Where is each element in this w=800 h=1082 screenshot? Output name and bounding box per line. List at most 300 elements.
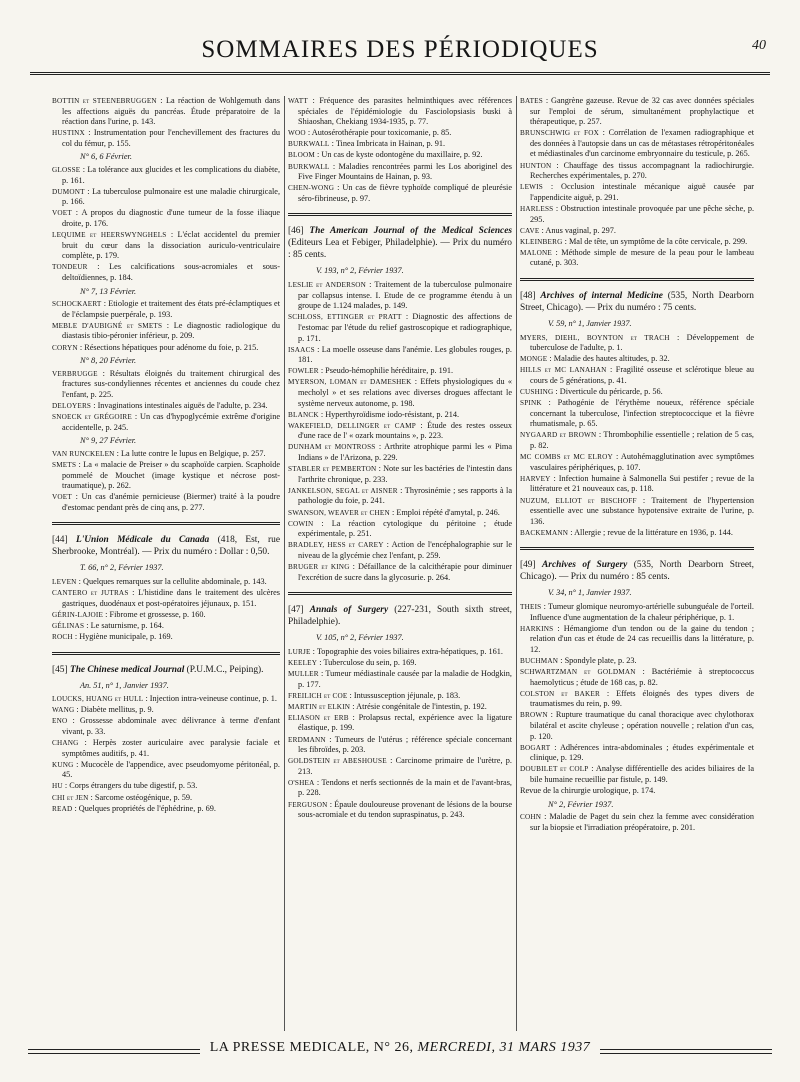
header-rule bbox=[30, 72, 770, 76]
article-title: Topographie des voies biliaires extra-hépatiques, p. 161. bbox=[316, 646, 503, 656]
article-entry: HUNTON : Chauffage des tissus accompagnant la radiochirurgie. Recherches expérimentales, p. 270. bbox=[520, 160, 754, 181]
journal-heading bbox=[52, 664, 280, 676]
article-entry: HARLESS : Obstruction intestinale provoquée par une pêche sèche, p. 295. bbox=[520, 203, 754, 224]
article-title: Occlusion intestinale mécanique aiguë causée par l'appendicite aiguë, p. 291. bbox=[530, 182, 754, 202]
journal-details: (418, Est, rue Sherbrooke, Montréal). — Prix du numéro : Dollar : 0,50. bbox=[52, 535, 280, 558]
article-title: Corps étrangers du tube digestif, p. 53. bbox=[69, 781, 198, 791]
article-title: Épaule douloureuse provenant de lésions de la bourse sous-acromiale et du tendon supraspinatus, p. 243. bbox=[298, 799, 512, 820]
article-author: WATT bbox=[288, 97, 308, 105]
article-title: Autosérothérapie pour toxicomanie, p. 85. bbox=[311, 128, 452, 138]
article-author: CHEN-WONG bbox=[288, 184, 335, 193]
article-title: Action de l'encéphalographie sur le niveau de la glycémie chez l'enfant, p. 259. bbox=[298, 540, 512, 560]
article-title: L'éclat accidentel du premier bruit du cœur dans la dissociation auriculo-ventriculaire complète, p. 179. bbox=[62, 230, 280, 261]
issue-volume: V. 59, n° 1, Janvier 1937. bbox=[548, 319, 632, 328]
section-divider bbox=[288, 213, 512, 216]
article-entry: FOWLER : Pseudo-hémophilie héréditaire, p. 191. bbox=[288, 366, 454, 376]
article-author: VOET bbox=[52, 493, 72, 502]
article-entry: ELIASON et ERB : Prolapsus rectal, expérience avec la ligature élastique, p. 199. bbox=[288, 712, 512, 733]
article-author: READ bbox=[52, 804, 73, 813]
article-entry: CAVE : Anus vaginal, p. 297. bbox=[520, 225, 616, 235]
article-title: Les calcifications sous-acromiales et sous-deltoïdiennes, p. 184. bbox=[62, 262, 280, 282]
issue-volume: V. 193, n° 2, Février 1937. bbox=[316, 266, 404, 276]
article-entry: JANKELSON, SEGAL et AISNER : Thyrosinémie ; ses rapports à la pathologie du foie, p. 241. bbox=[288, 485, 512, 506]
article-entry: SWANSON, WEAVER et CHEN : Emploi répété d'amytal, p. 246. bbox=[288, 507, 500, 517]
journal-number: [49] bbox=[520, 560, 536, 571]
article-author: LESLIE et ANDERSON bbox=[288, 281, 367, 290]
article-entry: KEELEY : Tuberculose du sein, p. 169. bbox=[288, 657, 417, 667]
article-entry: BROWN : Rupture traumatique du canal thoracique avec chylothorax bilatéral et ascite chyleuse ; opération nouvelle ; relation d'un cas, p. 120. bbox=[520, 710, 754, 741]
article-entry: GÉRIN-LAJOIE : Fibrome et grossesse, p. 160. bbox=[52, 609, 206, 619]
issue-date: N° 9, 27 Février. bbox=[80, 436, 137, 446]
article-entry: MARTIN et ELKIN : Atrésie congénitale de l'intestin, p. 192. bbox=[288, 701, 487, 711]
page-title: SOMMAIRES DES PÉRIODIQUES bbox=[201, 36, 599, 63]
article-entry: WANG : Diabète mellitus, p. 9. bbox=[52, 705, 154, 715]
page-number: 40 bbox=[752, 38, 766, 53]
article-author: HUNTON bbox=[520, 161, 552, 170]
article-author: O'SHEA bbox=[288, 778, 315, 787]
article-title: Corrélation de l'examen radiographique et des données à l'autopsie dans un cas de métastases rétropéritonéales et médiastinales d'un carcinome embryonnaire du testicule, p. 265. bbox=[530, 128, 754, 159]
article-title: Diagnostic des affections de l'estomac par l'étude du relief gastroscopique et radiographique, p. 171. bbox=[298, 312, 512, 343]
article-title: Grossesse abdominale avec délivrance à terme d'enfant vivant, p. 33. bbox=[62, 716, 280, 736]
article-entry: SNOECK et GRÉGOIRE : Un cas d'hypoglycémie extrême d'origine accidentelle, p. 245. bbox=[52, 412, 280, 432]
article-title: Hémangiome d'un tendon ou de la gaine du tendon ; relation d'un cas et étude de 24 cas recueillis dans la littérature, p. 12. bbox=[530, 623, 754, 654]
article-author: TONDEUR bbox=[52, 263, 88, 272]
article-entry: BRUNSCHWIG et FOX : Corrélation de l'examen radiographique et des données à l'autopsie dans un cas de métastases rétropéritonéales et médiastinales d'un carcinome embryonnaire du testicule, p. 265. bbox=[520, 128, 754, 159]
column-2 bbox=[288, 96, 512, 1031]
article-entry: VOET : Un cas d'anémie pernicieuse (Biermer) traité à la poudre d'estomac pendant près de cinq ans, p. 277. bbox=[52, 492, 280, 512]
journal-heading bbox=[288, 225, 512, 261]
article-entry: FERGUSON : Épaule douloureuse provenant de lésions de la bourse sous-acromiale et du tendon supraspinatus, p. 243. bbox=[288, 799, 512, 820]
article-title: Méthode simple de mesure de la peau pour le lambeau cutané, p. 303. bbox=[530, 247, 754, 268]
article-entry: BLOOM : Un cas de kyste odontogène du maxillaire, p. 92. bbox=[288, 150, 483, 160]
article-author: ERDMANN bbox=[288, 735, 326, 744]
journal-details: (P.U.M.C., Peiping). bbox=[186, 664, 264, 675]
section-divider bbox=[520, 547, 754, 550]
article-entry: MALONE : Méthode simple de mesure de la peau pour le lambeau cutané, p. 303. bbox=[520, 247, 754, 268]
footer-day: MERCREDI, bbox=[417, 1040, 496, 1055]
article-title: Diabète mellitus, p. 9. bbox=[80, 705, 154, 715]
article-entry: LOUCKS, HUANG et HULL : Injection intra-veineuse continue, p. 1. bbox=[52, 694, 277, 704]
journal-title: The Chinese medical Journal bbox=[69, 664, 185, 675]
journal-number: [47] bbox=[288, 605, 304, 616]
article-entry: CANTERO et JUTRAS : L'histidine dans le traitement des ulcères gastriques, duodénaux et post-opératoires jéjunaux, p. 151. bbox=[52, 588, 280, 608]
article-title: La réaction cytologique du péritoine ; étude expérimentale, p. 251. bbox=[298, 518, 512, 539]
article-author: GOLDSTEIN et ABESHOUSE bbox=[288, 757, 387, 766]
article-entry: LEQUIME et HEERSWYNGHELS : L'éclat accidentel du premier bruit du cœur dans la dissociation auriculo-ventriculaire complète, p. 179. bbox=[52, 230, 280, 261]
section-divider bbox=[520, 278, 754, 281]
article-title: Étude des restes osseux d'une race de l' « ozark mountains », p. 223. bbox=[298, 420, 512, 441]
journal-title: Archives of Surgery bbox=[542, 560, 628, 571]
journal-title: L'Union Médicale du Canada bbox=[75, 535, 210, 546]
article-title: Tumeur médiastinale causée par la maladie de Hodgkin, p. 177. bbox=[298, 668, 512, 689]
article-title: Infection humaine à Salmonella Sui pestifer ; revue de la littérature et 21 nouveaux cas, p. 118. bbox=[530, 473, 754, 494]
article-author: STABLER et PEMBERTON bbox=[288, 465, 377, 474]
article-author: MYERS, DIEHL, BOYNTON et TRACH bbox=[520, 333, 670, 342]
article-title: Fragilité osseuse et sclérotique bleue au cours de 5 générations, p. 41. bbox=[530, 365, 754, 385]
article-entry: MEBLE D'AUBIGNÉ et SMETS : Le diagnostic radiologique du diastasis tibio-péronier inférieur, p. 209. bbox=[52, 320, 280, 341]
article-entry: SCHOCKAERT : Etiologie et traitement des états pré-éclamptiques et de l'éclampsie puerpérale, p. 193. bbox=[52, 299, 280, 319]
article-title: La « malacie de Preiser » du scaphoïde carpien. Scaphoïde pommelé de Mouchet (image kystique et nécrose post-traumatique), p. 262. bbox=[62, 460, 280, 491]
article-author: HARKINS bbox=[520, 624, 554, 633]
article-entry: WATT : Fréquence des parasites helminthiques avec références spéciales de l'épidémiologie du Fasciolopsiasis buski à Shiaoshan, Chekiang 1934-1935, p. 77. bbox=[288, 96, 512, 127]
article-title: Un cas de kyste odontogène du maxillaire, p. 92. bbox=[321, 150, 483, 160]
article-entry: VAN RUNCKELEN : La lutte contre le lupus en Belgique, p. 257. bbox=[52, 448, 266, 458]
article-author: SWANSON, WEAVER et CHEN bbox=[288, 508, 390, 517]
article-title: Autohémagglutination avec symptômes vasculaires périphériques, p. 107. bbox=[530, 452, 754, 472]
article-title: Invaginations intestinales aiguës de l'adulte, p. 234. bbox=[97, 401, 268, 411]
article-title: Résections hépatiques pour adénome du foie, p. 215. bbox=[84, 342, 259, 352]
article-title: Chauffage des tissus accompagnant la radiochirurgie. Recherches expérimentales, p. 270. bbox=[530, 160, 754, 181]
article-entry: BRUGER et KING : Défaillance de la calcithérapie pour diminuer l'excrétion de sucre dans la glycosurie. p. 264. bbox=[288, 561, 512, 582]
issue-volume: V. 105, n° 2, Février 1937. bbox=[316, 633, 404, 643]
article-title: Pathogénie de l'érythème noueux, référence spéciale concernant la tuberculose, l'infection streptococcique et la fièvre rhumatismale, p. 65. bbox=[530, 398, 754, 429]
article-entry: READ : Quelques propriétés de l'éphédrine, p. 69. bbox=[52, 803, 216, 813]
footer-journal: LA PRESSE MEDICALE, N° 26, bbox=[209, 1040, 414, 1055]
article-entry: HUSTINX : Instrumentation pour l'enchevillement des fractures du col du fémur, p. 155. bbox=[52, 128, 280, 148]
article-entry: DELOYERS : Invaginations intestinales aiguës de l'adulte, p. 234. bbox=[52, 401, 268, 411]
article-author: SMETS bbox=[52, 461, 77, 469]
article-entry: CHEN-WONG : Un cas de fièvre typhoïde compliqué de pleurésie séro-fibrineuse, p. 97. bbox=[288, 183, 512, 203]
article-author: BOTTIN et STEENEBRUGGEN bbox=[52, 97, 157, 105]
article-entry: STABLER et PEMBERTON : Note sur les bactéries de l'intestin dans l'arthrite chronique, p. 233. bbox=[288, 464, 512, 484]
article-entry: COHN : Maladie de Paget du sein chez la femme avec considération sur la biopsie et l'irradiation préopératoire, p. 201. bbox=[520, 812, 754, 832]
article-title: Hygiène municipale, p. 169. bbox=[79, 632, 173, 642]
article-title: Un cas de fièvre typhoïde compliqué de pleurésie séro-fibrineuse, p. 97. bbox=[298, 183, 512, 203]
article-author: WOO bbox=[288, 129, 306, 138]
article-title: Injection intra-veineuse continue, p. 1. bbox=[149, 694, 277, 704]
article-entry: SPINK : Pathogénie de l'érythème noueux, référence spéciale concernant la tuberculose, l'infection streptococcique et la fièvre rhumatismale, p. 65. bbox=[520, 398, 754, 429]
article-entry: MC COMBS et MC ELROY : Autohémagglutination avec symptômes vasculaires périphériques, p. 107. bbox=[520, 452, 754, 472]
article-author: BRADLEY, HESS et CAREY bbox=[288, 541, 384, 550]
article-title: Etiologie et traitement des états pré-éclamptiques et de l'éclampsie puerpérale, p. 193. bbox=[62, 299, 280, 319]
article-author: MULLER bbox=[288, 669, 319, 678]
article-author: DUNHAM et MONTROSS bbox=[288, 443, 376, 452]
journal-title: Archives of internal Medicine bbox=[540, 291, 663, 301]
article-title: Tuberculose du sein, p. 169. bbox=[323, 657, 417, 667]
journal-details: (535, North Dearborn Street, Chicago). — Prix du numéro : 85 cents. bbox=[520, 560, 754, 583]
article-entry: BUCHMAN : Spondyle plate, p. 23. bbox=[520, 655, 637, 665]
article-title: Herpès zoster auriculaire avec paralysie faciale et symptômes auditifs, p. 41. bbox=[62, 738, 280, 758]
article-author: LEQUIME et HEERSWYNGHELS bbox=[52, 231, 167, 240]
article-title: Fréquence des parasites helminthiques avec références spéciales de l'épidémiologie du Fasciolopsiasis buski à Shiaoshan, Chekiang 1934-1935, p. 77. bbox=[298, 96, 512, 127]
article-author: ENO bbox=[52, 717, 68, 726]
article-author: BLANCK bbox=[288, 410, 319, 419]
article-title: Spondyle plate, p. 23. bbox=[564, 655, 637, 665]
article-author: WAKEFIELD, DELLINGER et CAMP bbox=[288, 421, 416, 430]
article-entry: DUMONT : La tuberculose pulmonaire est une maladie chirurgicale, p. 166. bbox=[52, 186, 280, 207]
article-entry: CUSHING : Diverticule du péricarde, p. 56. bbox=[520, 387, 663, 397]
article-entry: ERDMANN : Tumeurs de l'utérus ; référence spéciale concernant les fibroïdes, p. 203. bbox=[288, 734, 512, 755]
article-title: Traitement de la tuberculose pulmonaire par collapsus intense. I. Etude de ce programme étendu à un groupe de 1.124 malades, p. 149. bbox=[298, 280, 512, 311]
article-entry: WAKEFIELD, DELLINGER et CAMP : Étude des restes osseux d'une race de l' « ozark mountains », p. 223. bbox=[288, 420, 512, 441]
section-divider bbox=[52, 652, 280, 655]
article-title: Intussusception jéjunale, p. 183. bbox=[353, 690, 461, 700]
article-author: JANKELSON, SEGAL et AISNER bbox=[288, 486, 398, 495]
journal-number: [48] bbox=[520, 291, 536, 301]
article-author: KUNG bbox=[52, 760, 74, 769]
article-title: L'histidine dans le traitement des ulcères gastriques, duodénaux et post-opératoires jéjunaux, p. 151. bbox=[62, 588, 280, 608]
journal-details: (227-231, South sixth street, Philadelphie). bbox=[288, 605, 512, 628]
article-author: MALONE bbox=[520, 248, 552, 257]
article-author: GÉRIN-LAJOIE bbox=[52, 610, 104, 619]
footer-date: 31 MARS 1937 bbox=[499, 1040, 591, 1055]
article-title: Le saturnisme, p. 164. bbox=[90, 620, 164, 630]
article-author: ELIASON et ERB bbox=[288, 713, 349, 722]
article-author: BATES bbox=[520, 97, 543, 105]
article-title: Sarcome ostéogénique, p. 59. bbox=[94, 792, 193, 802]
article-title: Défaillance de la calcithérapie pour diminuer l'excrétion de sucre dans la glycosurie. p. 264. bbox=[298, 561, 512, 582]
journal-heading bbox=[52, 534, 280, 558]
column-rule bbox=[516, 96, 517, 1031]
article-entry: HU : Corps étrangers du tube digestif, p. 53. bbox=[52, 781, 198, 791]
article-title: Tumeur glomique neuromyo-artérielle subunguéale de l'orteil. Influence d'une augmentation de la chaleur périphérique, p. 1. bbox=[530, 601, 754, 622]
page-header bbox=[28, 30, 772, 70]
article-title: Tumeurs de l'utérus ; référence spéciale concernant les fibroïdes, p. 203. bbox=[298, 734, 512, 755]
article-title: Note sur les bactéries de l'intestin dans l'arthrite chronique, p. 233. bbox=[298, 464, 512, 484]
article-entry: LEWIS : Occlusion intestinale mécanique aiguë causée par l'appendicite aiguë, p. 291. bbox=[520, 182, 754, 202]
article-entry: LESLIE et ANDERSON : Traitement de la tuberculose pulmonaire par collapsus intense. I. Etude de ce programme étendu à un groupe de 1.124 malades, p. 149. bbox=[288, 280, 512, 311]
article-entry: BLANCK : Hyperthyroïdisme iodo-résistant, p. 214. bbox=[288, 409, 460, 419]
article-title: Résultats éloignés du traitement chirurgical des fractures sus-condyliennes récentes et anciennes du coude chez l'enfant, p. 225. bbox=[62, 368, 280, 399]
article-author: BURKWALL bbox=[288, 162, 330, 171]
article-title: Effets physiologiques du « mecholyl » et ses relations avec diverses drogues affectant le système nerveux autonome, p. 198. bbox=[298, 377, 512, 408]
section-divider bbox=[288, 592, 512, 595]
article-entry: BRADLEY, HESS et CAREY : Action de l'encéphalographie sur le niveau de la glycémie chez l'enfant, p. 259. bbox=[288, 540, 512, 560]
article-entry: GLOSSE : La tolérance aux glucides et les complications du diabète, p. 161. bbox=[52, 165, 280, 185]
article-title: Maladies rencontrées parmi les Los aboriginel des Five Finger Mountains de Hainan, p. 93. bbox=[298, 161, 512, 182]
article-entry: SCHLOSS, ETTINGER et PRATT : Diagnostic des affections de l'estomac par l'étude du relief gastroscopique et radiographique, p. 171. bbox=[288, 312, 512, 343]
issue-date: N° 2, Février 1937. bbox=[548, 799, 614, 809]
article-title: A propos du diagnostic d'une tumeur de la fosse iliaque droite, p. 176. bbox=[62, 208, 280, 229]
article-author: GÉLINAS bbox=[52, 621, 85, 630]
journal-title: Annals of Surgery bbox=[309, 605, 389, 616]
article-author: VERBRUGGE bbox=[52, 369, 98, 378]
article-author: GLOSSE bbox=[52, 166, 81, 175]
article-author: FERGUSON bbox=[288, 800, 328, 809]
article-entry: KLEINBERG : Mal de tête, un symptôme de la côte cervicale, p. 299. bbox=[520, 236, 748, 246]
article-author: CHI et JEN bbox=[52, 793, 89, 802]
article-title: Prolapsus rectal, expérience avec la ligature élastique, p. 199. bbox=[298, 712, 512, 733]
article-author: KEELEY bbox=[288, 658, 318, 667]
article-author: MEBLE D'AUBIGNÉ et SMETS bbox=[52, 321, 163, 330]
article-title: Effets éloignés des types divers de traumatismes du rein, p. 99. bbox=[530, 688, 754, 709]
article-entry: SCHWARTZMAN et GOLDMAN : Bactériémie à streptococcus haemolyticus ; étude de 168 cas, p. 82. bbox=[520, 667, 754, 687]
article-title: Maladie de Paget du sein chez la femme avec considération sur la biopsie et l'irradiation préopératoire, p. 201. bbox=[530, 812, 754, 832]
article-title: Diverticule du péricarde, p. 56. bbox=[559, 387, 663, 397]
article-author: DUMONT bbox=[52, 187, 85, 196]
article-author: BURKWALL bbox=[288, 140, 330, 149]
article-title: Instrumentation pour l'enchevillement des fractures du col du fémur, p. 155. bbox=[62, 128, 280, 148]
article-entry: HILLS et MC LANAHAN : Fragilité osseuse et sclérotique bleue au cours de 5 générations, p. 41. bbox=[520, 365, 754, 385]
section-divider bbox=[52, 522, 280, 525]
article-author: MARTIN et ELKIN bbox=[288, 702, 351, 711]
article-entry: MYERSON, LOMAN et DAMESHEK : Effets physiologiques du « mecholyl » et ses relations avec diverses drogues affectant le système nerveux autonome, p. 198. bbox=[288, 377, 512, 408]
article-title: La tuberculose pulmonaire est une maladie chirurgicale, p. 166. bbox=[62, 186, 280, 207]
article-entry: ENO : Grossesse abdominale avec délivrance à terme d'enfant vivant, p. 33. bbox=[52, 716, 280, 736]
article-author: NUZUM, ELLIOT et BISCHOFF bbox=[520, 496, 637, 505]
article-entry: BOGART : Adhérences intra-abdominales ; études expérimentale et clinique, p. 129. bbox=[520, 742, 754, 763]
journal-details: (Editeurs Lea et Febiger, Philadelphie). — Prix du numéro : 85 cents. bbox=[288, 238, 512, 261]
article-entry: HARKINS : Hémangiome d'un tendon ou de la gaine du tendon ; relation d'un cas et étude de 24 cas recueillis dans la littérature, p. 12. bbox=[520, 623, 754, 654]
article-entry: BATES : Gangrène gazeuse. Revue de 32 cas avec données spéciales sur l'emploi de sérum, simultanément prophylactique et thérapeutique, p. 257. bbox=[520, 96, 754, 127]
article-author: WANG bbox=[52, 706, 75, 715]
article-author: SNOECK et GRÉGOIRE bbox=[52, 413, 132, 422]
issue-volume: V. 34, n° 1, Janvier 1937. bbox=[548, 588, 632, 598]
article-entry: BURKWALL : Tinea Imbricata in Hainan, p. 91. bbox=[288, 139, 446, 149]
article-entry: O'SHEA : Tendons et nerfs sectionnés de la main et de l'avant-bras, p. 228. bbox=[288, 777, 512, 798]
article-author: SCHWARTZMAN et GOLDMAN bbox=[520, 668, 636, 677]
article-author: SCHOCKAERT bbox=[52, 300, 102, 309]
article-title: La moelle osseuse dans l'anémie. Les globules rouges, p. 181. bbox=[298, 344, 512, 365]
footer-rule bbox=[600, 1049, 772, 1054]
article-author: THEIS bbox=[520, 602, 542, 611]
article-author: COHN bbox=[520, 813, 542, 822]
article-author: NYGAARD et BROWN bbox=[520, 431, 597, 440]
article-entry: BURKWALL : Maladies rencontrées parmi les Los aboriginel des Five Finger Mountains de Hainan, p. 93. bbox=[288, 161, 512, 182]
article-author: HUSTINX bbox=[52, 129, 85, 138]
article-author: CAVE bbox=[520, 226, 540, 235]
article-author: MC COMBS et MC ELROY bbox=[520, 453, 613, 462]
article-title: Allergie ; revue de la littérature en 1936, p. 144. bbox=[574, 527, 733, 537]
journal-details: (535, North Dearborn Street, Chicago). — Prix du numéro : 75 cents. bbox=[520, 291, 754, 313]
article-author: CHANG bbox=[52, 739, 79, 748]
journal-title: The American Journal of the Medical Sciences bbox=[309, 226, 512, 237]
article-author: VOET bbox=[52, 209, 72, 218]
journal-heading bbox=[520, 559, 754, 583]
article-title: La réaction de Wohlgemuth dans les affections aiguës du pancréas. Étude préparatoire de la réaction dans l'urine, p. 143. bbox=[62, 96, 280, 127]
article-title: Emploi répété d'amytal, p. 246. bbox=[396, 507, 500, 517]
article-title: Un cas d'hypoglycémie extrême d'origine accidentelle, p. 245. bbox=[62, 412, 280, 432]
article-author: FOWLER bbox=[288, 367, 319, 376]
article-entry: DOUBILET et COLP : Analyse différentielle des acides biliaires de la bile humaine recueillie par fistule, p. 149. bbox=[520, 764, 754, 784]
article-entry: COWIN : La réaction cytologique du péritoine ; étude expérimentale, p. 251. bbox=[288, 518, 512, 539]
article-title: Traitement de l'hypertension essentielle avec une substance hypotensive extraite de l'urine, p. 136. bbox=[530, 495, 754, 526]
article-title: Hyperthyroïdisme iodo-résistant, p. 214. bbox=[325, 409, 460, 419]
column-rule bbox=[284, 96, 285, 1031]
article-author: BROWN bbox=[520, 711, 548, 720]
article-title: Analyse différentielle des acides biliaires de la bile humaine recueillie par fistule, p. 149. bbox=[530, 764, 754, 784]
journal-heading bbox=[520, 290, 754, 314]
article-title: Thrombophilie essentielle ; relation de 5 cas, p. 82. bbox=[530, 430, 754, 451]
article-author: DOUBILET et COLP bbox=[520, 765, 589, 774]
issue-date: N° 6, 6 Février. bbox=[80, 152, 132, 162]
article-author: HU bbox=[52, 782, 63, 791]
journal-number: [44] bbox=[52, 535, 68, 546]
issue-date: N° 8, 20 Février. bbox=[80, 356, 137, 366]
article-entry: HARVEY : Infection humaine à Salmonella Sui pestifer ; revue de la littérature et 21 nouveaux cas, p. 118. bbox=[520, 473, 754, 494]
footer-rule bbox=[28, 1049, 200, 1054]
journal-number: [45] bbox=[52, 664, 68, 675]
article-title: Obstruction intestinale provoquée par une pêche sèche, p. 295. bbox=[530, 203, 754, 224]
article-entry: BOTTIN et STEENEBRUGGEN : La réaction de Wohlgemuth dans les affections aiguës du pancréas. Étude préparatoire de la réaction dans l'urine, p. 143. bbox=[52, 96, 280, 127]
column-3 bbox=[520, 96, 754, 1031]
article-entry: VERBRUGGE : Résultats éloignés du traitement chirurgical des fractures sus-condyliennes récentes et anciennes du coude chez l'enfant, p. 225. bbox=[52, 368, 280, 399]
article-entry: TONDEUR : Les calcifications sous-acromiales et sous-deltoïdiennes, p. 184. bbox=[52, 262, 280, 282]
article-author: HARLESS bbox=[520, 204, 554, 213]
article-entry: FREILICH et COE : Intussusception jéjunale, p. 183. bbox=[288, 690, 461, 700]
article-title: Atrésie congénitale de l'intestin, p. 192. bbox=[356, 701, 487, 711]
article-author: LEVEN bbox=[52, 578, 77, 587]
footer-text bbox=[208, 1040, 592, 1056]
article-author: CANTERO et JUTRAS bbox=[52, 589, 129, 598]
article-author: SCHLOSS, ETTINGER et PRATT bbox=[288, 313, 402, 322]
article-title: Quelques remarques sur la cellulite abdominale, p. 143. bbox=[82, 577, 267, 587]
article-author: BACKEMANN bbox=[520, 528, 569, 537]
article-title: Arthrite atrophique parmi les « Pima Indians » de l'Arizona, p. 229. bbox=[298, 442, 512, 463]
article-author: FREILICH et COE bbox=[288, 691, 348, 700]
article-title: Thyrosinémie ; ses rapports à la pathologie du foie, p. 241. bbox=[298, 485, 512, 506]
article-author: ROCH bbox=[52, 633, 73, 642]
article-author: HILLS et MC LANAHAN bbox=[520, 366, 607, 375]
article-title: Le diagnostic radiologique du diastasis tibio-péronier inférieur, p. 209. bbox=[62, 320, 280, 341]
article-author: SPINK bbox=[520, 399, 542, 408]
article-title: Pseudo-hémophilie héréditaire, p. 191. bbox=[325, 366, 454, 376]
issue-volume: An. 51, n° 1, Janvier 1937. bbox=[80, 680, 169, 690]
article-title: Développement de tuberculose de l'adulte, p. 1. bbox=[530, 332, 754, 353]
article-author: DELOYERS bbox=[52, 402, 92, 411]
article-entry: ISAACS : La moelle osseuse dans l'anémie. Les globules rouges, p. 181. bbox=[288, 344, 512, 365]
article-author: HARVEY bbox=[520, 474, 551, 483]
article-entry: MONGE : Maladie des hautes altitudes, p. 32. bbox=[520, 354, 670, 364]
article-entry: WOO : Autosérothérapie pour toxicomanie, p. 85. bbox=[288, 128, 452, 138]
article-author: LURJE bbox=[288, 647, 311, 656]
article-entry: THEIS : Tumeur glomique neuromyo-artérielle subunguéale de l'orteil. Influence d'une augmentation de la chaleur périphérique, p. 1. bbox=[520, 601, 754, 622]
article-entry: GÉLINAS : Le saturnisme, p. 164. bbox=[52, 620, 164, 630]
article-author: MYERSON, LOMAN et DAMESHEK bbox=[288, 378, 412, 387]
journal-heading bbox=[288, 604, 512, 628]
article-author: BUCHMAN bbox=[520, 656, 559, 665]
article-title: Maladie des hautes altitudes, p. 32. bbox=[553, 354, 670, 364]
article-title: Anus vaginal, p. 297. bbox=[545, 225, 616, 235]
article-title: Un cas d'anémie pernicieuse (Biermer) traité à la poudre d'estomac pendant près de cinq ans, p. 277. bbox=[62, 492, 280, 512]
page-footer bbox=[28, 1040, 772, 1060]
article-entry: CHANG : Herpès zoster auriculaire avec paralysie faciale et symptômes auditifs, p. 41. bbox=[52, 738, 280, 758]
issue-volume: T. 66, n° 2, Février 1937. bbox=[80, 563, 164, 573]
column-1 bbox=[52, 96, 280, 1031]
journal-number: [46] bbox=[288, 226, 304, 237]
article-title: Carcinome primaire de l'urètre, p. 213. bbox=[298, 756, 512, 776]
article-author: BRUNSCHWIG et FOX bbox=[520, 129, 600, 138]
article-title: La lutte contre le lupus en Belgique, p. 257. bbox=[120, 448, 266, 458]
article-entry: GOLDSTEIN et ABESHOUSE : Carcinome primaire de l'urètre, p. 213. bbox=[288, 756, 512, 776]
article-entry: LEVEN : Quelques remarques sur la cellulite abdominale, p. 143. bbox=[52, 577, 267, 587]
article-entry: SMETS : La « malacie de Preiser » du scaphoïde carpien. Scaphoïde pommelé de Mouchet (image kystique et nécrose post-traumatique), p. 262. bbox=[52, 460, 280, 491]
article-title: Rupture traumatique du canal thoracique avec chylothorax bilatéral et ascite chyleuse ; opération nouvelle ; relation d'un cas, p. 120. bbox=[530, 710, 754, 741]
article-title: Adhérences intra-abdominales ; études expérimentale et clinique, p. 129. bbox=[530, 742, 754, 763]
article-title: Tinea Imbricata in Hainan, p. 91. bbox=[335, 139, 446, 149]
article-author: LEWIS bbox=[520, 183, 543, 192]
article-entry: NYGAARD et BROWN : Thrombophilie essentielle ; relation de 5 cas, p. 82. bbox=[520, 430, 754, 451]
article-title: Tendons et nerfs sectionnés de la main et de l'avant-bras, p. 228. bbox=[298, 777, 512, 798]
issue-date: N° 7, 13 Février. bbox=[80, 286, 137, 296]
article-author: CUSHING bbox=[520, 388, 554, 397]
article-title: Gangrène gazeuse. Revue de 32 cas avec données spéciales sur l'emploi de sérum, simultanément prophylactique et thérapeutique, p. 257. bbox=[530, 96, 754, 127]
article-title: La tolérance aux glucides et les complications du diabète, p. 161. bbox=[62, 165, 280, 185]
article-entry: LURJE : Topographie des voies biliaires extra-hépatiques, p. 161. bbox=[288, 646, 503, 656]
article-entry: BACKEMANN : Allergie ; revue de la littérature en 1936, p. 144. bbox=[520, 527, 733, 537]
article-title: Mucocèle de l'appendice, avec pseudomyome péritonéal, p. 45. bbox=[62, 759, 280, 780]
article-author: KLEINBERG bbox=[520, 237, 563, 246]
article-author: COLSTON et BAKER bbox=[520, 689, 600, 698]
article-title: Quelques propriétés de l'éphédrine, p. 69. bbox=[78, 803, 216, 813]
article-author: ISAACS bbox=[288, 345, 315, 354]
article-entry: DUNHAM et MONTROSS : Arthrite atrophique parmi les « Pima Indians » de l'Arizona, p. 229. bbox=[288, 442, 512, 463]
article-title: Mal de tête, un symptôme de la côte cervicale, p. 299. bbox=[568, 236, 748, 246]
article-author: BOGART bbox=[520, 743, 551, 752]
article-author: CORYN bbox=[52, 343, 78, 352]
article-author: BRUGER et KING bbox=[288, 562, 350, 571]
article-entry: ROCH : Hygiène municipale, p. 169. bbox=[52, 632, 173, 642]
